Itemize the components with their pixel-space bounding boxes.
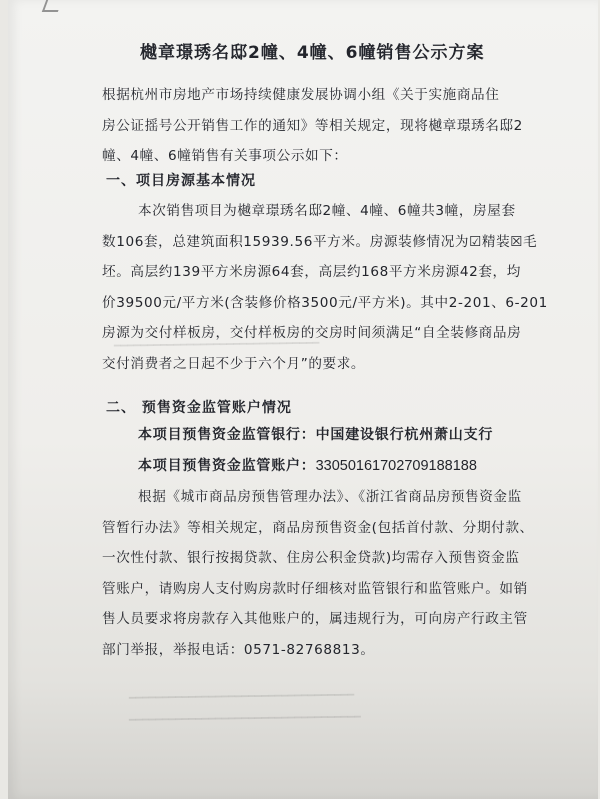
section2-line: 部门举报，举报电话：0571-82768813。 <box>102 641 375 658</box>
section1-line: 交付消费者之日起不少于六个月”的要求。 <box>102 355 366 372</box>
intro-line: 幢、4幢、6幢销售有关事项公示如下： <box>102 148 348 164</box>
bank-value: 中国建设银行杭州萧山支行 <box>315 427 494 443</box>
section1-paragraph <box>34 196 548 379</box>
account-line <box>138 455 477 475</box>
section1-line: 本次销售项目为樾章璟琇名邸2幢、4幢、6幢共3幢，房屋套 <box>138 203 516 219</box>
section1-line: 房源为交付样板房，交付样板房的交房时间须满足“自全装修商品房 <box>102 325 522 341</box>
intro-paragraph <box>34 80 523 172</box>
bank-label: 本项目预售资金监管银行： <box>138 427 316 443</box>
section1-line: 价39500元/平方米(含装修价格3500元/平方米)。其中2-201、6-201 <box>102 294 548 311</box>
section2-heading: 二、 预售资金监管账户情况 <box>106 400 292 416</box>
section1-heading: 一、项目房源基本情况 <box>106 173 256 189</box>
staple-mark <box>42 0 62 12</box>
section2-line: 售人员要求将房款存入其他账户的，属违规行为，可向房产行政主管 <box>102 611 528 627</box>
intro-line: 房公证摇号公开销售工作的通知》等相关规定，现将樾章璟琇名邸2 <box>102 117 523 134</box>
section2-line: 一次性付款、银行按揭贷款、住房公积金贷款)均需存入预售资金监 <box>102 550 520 566</box>
account-value: 33050161702709188188 <box>315 458 477 474</box>
section2-line: 管账户，请购房人支付购房款时仔细核对监管银行和监管账户。如销 <box>102 580 528 597</box>
section2-paragraph <box>34 482 534 665</box>
account-label: 本项目预售资金监管账户： <box>138 458 316 474</box>
bank-line <box>138 424 493 444</box>
intro-line: 根据杭州市房地产市场持续健康发展协调小组《关于实施商品住 <box>102 87 500 103</box>
section1-line: 数106套，总建筑面积15939.56平方米。房源装修情况为☑精装☒毛 <box>102 233 538 250</box>
bleed-through-text: ━━━━━━━━━━━━━━━━━━━━━━━━━━━━━━━━━━━ <box>128 710 361 727</box>
bleed-through-text: ━━━━━━━━━━━━━━━━━━━━━━━━━━━━━━━━━━ <box>128 688 355 705</box>
section2-line: 根据《城市商品房预售管理办法》、《浙江省商品房预售资金监 <box>138 489 522 505</box>
document-title: 樾章璟琇名邸2幢、4幢、6幢销售公示方案 <box>140 43 485 63</box>
bleed-through-text: ━━━━━━━━━━━━━━━━━━━━━━━━━━━━━━━ <box>113 336 320 353</box>
section1-line: 坯。高层约139平方米房源64套，高层约168平方米房源42套，均 <box>102 264 521 280</box>
section2-line: 管暂行办法》等相关规定，商品房预售资金(包括首付款、分期付款、 <box>102 519 534 536</box>
paper-sheet <box>8 0 598 799</box>
